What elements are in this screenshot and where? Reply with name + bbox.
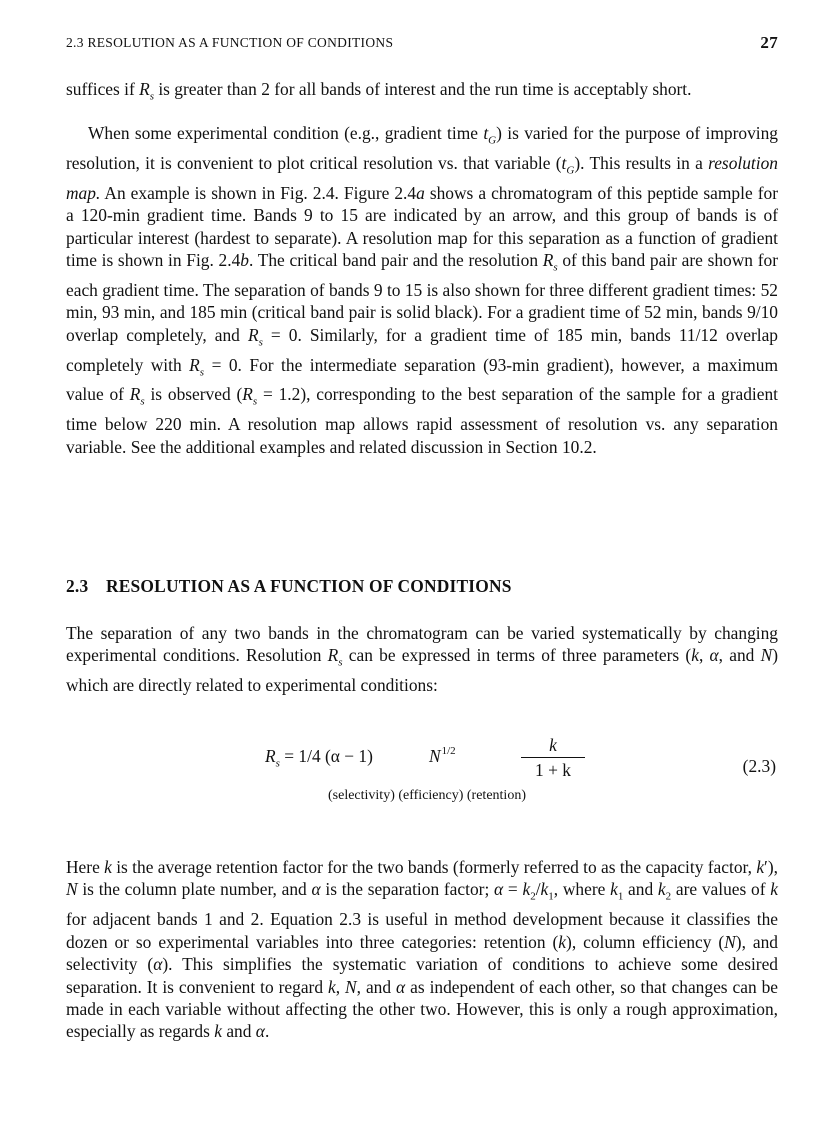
- fraction-numerator: k: [549, 735, 557, 755]
- running-head-title: 2.3 RESOLUTION AS A FUNCTION OF CONDITIONS: [66, 35, 394, 50]
- equation-n-exponent: 1/2: [441, 745, 456, 757]
- section-heading: [66, 576, 778, 597]
- equation-rhs-selectivity: = 1/4 (α − 1): [284, 746, 373, 766]
- paragraph-resolution-map: When some experimental condition (e.g., gradient time $t_G$) is varied for the purpose of improving resolution, it is convenient to plot critical resolution vs. that variable $(t_G)$. This results in a resolution map. An example is shown in Fig. 2.4. Figure 2.4a shows a chromatogram of this peptide sample for a 120-min gradient time. Bands 9 to 15 are indicated by an arrow, and this group of bands is of particular interest (hardest to separate). A resolution map for this separation as a function of gradient time is shown in Fig. 2.4b. The critical band pair and the resolution $R_s$ of this band pair are shown for each gradient time. The separation of bands 9 to 15 is also shown for three different gradient times: 52 min, 93 min, and 185 min (critical band pair is solid black). For a gradient time of 52 min, bands 9/10 overlap completely, and $R_s = 0$. Similarly, for a gradient time of 185 min, bands 11/12 overlap completely with $R_s = 0$. For the intermediate separation (93-min gradient), however, a maximum value of $R_s$ is observed $(R_s = 1.2)$, corresponding to the best separation of the sample for a gradient time below 220 min. A resolution map allows rapid assessment of resolution vs. any separation variable. See the additional examples and related discussion in Section 10.2.: [66, 123, 779, 457]
- equation-term-labels: (selectivity) (efficiency) (retention): [328, 788, 526, 803]
- equation-number: (2.3): [742, 756, 776, 776]
- equation-lhs: $R_s = 1/4$ (α − 1): [265, 746, 373, 770]
- equation-retention-fraction: [521, 735, 585, 780]
- section-title: RESOLUTION AS A FUNCTION OF CONDITIONS: [106, 576, 512, 596]
- equation-2-3: [66, 735, 778, 815]
- equation-efficiency-term: [429, 745, 456, 767]
- paragraph-three-parameters: The separation of any two bands in the chromatogram can be varied systematically by changing experimental conditions. Resolution $R_s$ can be expressed in terms of three parameters (k, α, and N) which are directly related to experimental conditions:: [66, 623, 778, 696]
- running-head: [66, 33, 778, 55]
- paragraph-continuation: suffices if $R_s$ is greater than 2 for all bands of interest and the run time is acceptably short.: [66, 79, 692, 103]
- fraction-denominator: 1 + k: [535, 760, 571, 780]
- paragraph-equation-discussion: Here k is the average retention factor for the two bands (formerly referred to as the capacity factor, k′), N is the column plate number, and α is the separation factor; $\alpha = k_2/k_1$, where $k_1$ and $k_2$ are values of k for adjacent bands 1 and 2. Equation 2.3 is useful in method development because it classifies the dozen or so experimental variables into three categories: retention (k), column efficiency (N), and selectivity (α). This simplifies the systematic variation of conditions to achieve some desired separation. It is convenient to regard k, N, and α as independent of each other, so that changes can be made in each variable without affecting the other two. However, this is only a rough approximation, especially as regards k and α.: [66, 857, 779, 1042]
- section-number: 2.3: [66, 576, 89, 596]
- equation-n-symbol: N: [429, 746, 441, 766]
- fraction-bar: [521, 757, 585, 758]
- page-number: 27: [760, 33, 778, 52]
